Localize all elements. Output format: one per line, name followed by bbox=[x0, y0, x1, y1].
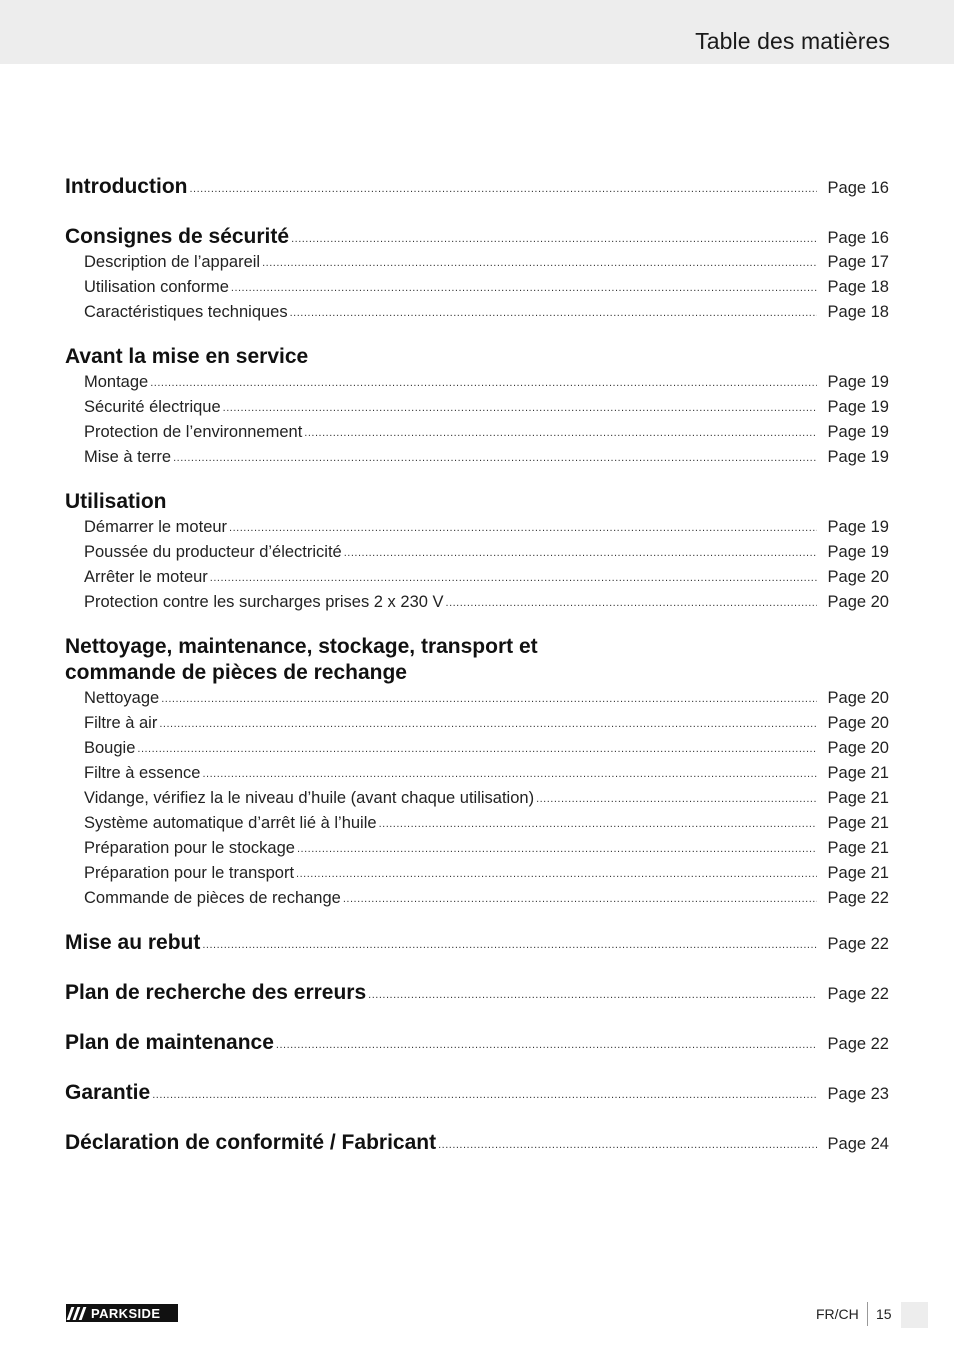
dot-leader bbox=[368, 982, 817, 1008]
dot-leader bbox=[379, 812, 817, 837]
toc-page-ref: Page 22 bbox=[827, 985, 889, 1003]
toc-item-label: Utilisation conforme bbox=[84, 278, 229, 296]
toc-heading-garantie[interactable] bbox=[65, 1080, 889, 1106]
page-title: Table des matières bbox=[695, 28, 890, 54]
toc-heading-line: Nettoyage, maintenance, stockage, transport et bbox=[65, 635, 538, 658]
toc-item[interactable] bbox=[65, 761, 889, 786]
toc-heading-maintenance[interactable] bbox=[65, 1030, 889, 1056]
toc-section-rebut bbox=[65, 930, 889, 956]
dot-leader bbox=[290, 301, 817, 326]
dot-leader bbox=[438, 1132, 817, 1158]
toc-heading-label: Garantie bbox=[65, 1081, 151, 1104]
dot-leader bbox=[223, 396, 817, 421]
dot-leader bbox=[159, 712, 817, 737]
toc-heading-introduction[interactable] bbox=[65, 174, 889, 200]
table-of-contents bbox=[65, 174, 889, 1180]
toc-heading-line: commande de pièces de rechange bbox=[65, 661, 407, 684]
dot-leader bbox=[189, 176, 817, 202]
dot-leader bbox=[343, 887, 817, 912]
toc-page-ref: Page 21 bbox=[827, 839, 889, 857]
toc-item[interactable] bbox=[65, 445, 889, 470]
toc-item[interactable] bbox=[65, 540, 889, 565]
toc-item[interactable] bbox=[65, 515, 889, 540]
toc-page-ref: Page 19 bbox=[827, 373, 889, 391]
toc-section-recherche bbox=[65, 980, 889, 1006]
dot-leader bbox=[291, 226, 817, 252]
toc-item-label: Démarrer le moteur bbox=[84, 518, 228, 536]
toc-item-label: Montage bbox=[84, 373, 149, 391]
dot-leader bbox=[152, 1082, 817, 1108]
toc-heading-label: Plan de maintenance bbox=[65, 1031, 274, 1054]
toc-heading-label: Utilisation bbox=[65, 490, 167, 513]
toc-page-ref: Page 21 bbox=[827, 864, 889, 882]
toc-page-ref: Page 16 bbox=[827, 229, 889, 247]
toc-page-ref: Page 19 bbox=[827, 543, 889, 561]
toc-item[interactable] bbox=[65, 250, 889, 275]
toc-item[interactable] bbox=[65, 300, 889, 325]
toc-page-ref: Page 20 bbox=[827, 689, 889, 707]
parkside-stripes-icon bbox=[66, 1304, 91, 1322]
brand-name: PARKSIDE bbox=[91, 1305, 161, 1321]
dot-leader bbox=[202, 932, 817, 958]
toc-heading-rebut[interactable] bbox=[65, 930, 889, 956]
toc-page-ref: Page 21 bbox=[827, 789, 889, 807]
toc-item-label: Arrêter le moteur bbox=[84, 568, 208, 586]
toc-page-ref: Page 21 bbox=[827, 814, 889, 832]
toc-item-label: Sécurité électrique bbox=[84, 398, 221, 416]
dot-leader bbox=[150, 371, 817, 396]
toc-section-introduction bbox=[65, 174, 889, 200]
toc-page-ref: Page 16 bbox=[827, 179, 889, 197]
toc-item[interactable] bbox=[65, 861, 889, 886]
dot-leader bbox=[276, 1032, 817, 1058]
toc-heading-label: Mise au rebut bbox=[65, 931, 201, 954]
toc-heading-label: Avant la mise en service bbox=[65, 345, 309, 368]
toc-item-label: Filtre à air bbox=[84, 714, 158, 732]
toc-page-ref: Page 24 bbox=[827, 1135, 889, 1153]
dot-leader bbox=[446, 591, 817, 616]
dot-leader bbox=[161, 687, 817, 712]
toc-item-label: Nettoyage bbox=[84, 689, 160, 707]
dot-leader bbox=[210, 566, 817, 591]
toc-page-ref: Page 20 bbox=[827, 593, 889, 611]
toc-item[interactable] bbox=[65, 370, 889, 395]
toc-heading-consignes[interactable] bbox=[65, 224, 889, 250]
toc-section-consignes bbox=[65, 224, 889, 325]
toc-page-ref: Page 19 bbox=[827, 423, 889, 441]
toc-item[interactable] bbox=[65, 686, 889, 711]
toc-section-maintenance bbox=[65, 1030, 889, 1056]
parkside-logo bbox=[66, 1304, 178, 1322]
toc-item-label: Préparation pour le transport bbox=[84, 864, 295, 882]
toc-heading-utilisation[interactable] bbox=[65, 489, 889, 515]
toc-item[interactable] bbox=[65, 590, 889, 615]
toc-section-nettoyage bbox=[65, 634, 889, 911]
dot-leader bbox=[536, 787, 817, 812]
toc-item[interactable] bbox=[65, 786, 889, 811]
toc-page-ref: Page 21 bbox=[827, 764, 889, 782]
dot-leader bbox=[344, 541, 817, 566]
dot-leader bbox=[296, 862, 817, 887]
toc-item[interactable] bbox=[65, 420, 889, 445]
toc-page-ref: Page 17 bbox=[827, 253, 889, 271]
toc-page-ref: Page 18 bbox=[827, 303, 889, 321]
toc-page-ref: Page 22 bbox=[827, 889, 889, 907]
toc-heading-label: Plan de recherche des erreurs bbox=[65, 981, 367, 1004]
toc-page-ref: Page 18 bbox=[827, 278, 889, 296]
toc-item-label: Poussée du producteur d’électricité bbox=[84, 543, 342, 561]
toc-page-ref: Page 19 bbox=[827, 518, 889, 536]
toc-item-label: Commande de pièces de rechange bbox=[84, 889, 341, 907]
toc-item-label: Description de l’appareil bbox=[84, 253, 261, 271]
dot-leader bbox=[229, 516, 817, 541]
toc-item-label: Bougie bbox=[84, 739, 136, 757]
footer-divider bbox=[867, 1302, 868, 1326]
toc-item[interactable] bbox=[65, 886, 889, 911]
toc-page-ref: Page 19 bbox=[827, 398, 889, 416]
toc-section-declaration bbox=[65, 1130, 889, 1156]
dot-leader bbox=[262, 251, 817, 276]
toc-heading-label: Consignes de sécurité bbox=[65, 225, 290, 248]
toc-page-ref: Page 19 bbox=[827, 448, 889, 466]
toc-section-garantie bbox=[65, 1080, 889, 1106]
toc-item[interactable] bbox=[65, 736, 889, 761]
toc-item-label: Mise à terre bbox=[84, 448, 172, 466]
toc-page-ref: Page 22 bbox=[827, 1035, 889, 1053]
toc-page-ref: Page 22 bbox=[827, 935, 889, 953]
toc-item[interactable] bbox=[65, 836, 889, 861]
toc-section-avant bbox=[65, 344, 889, 470]
toc-heading-label: Déclaration de conformité / Fabricant bbox=[65, 1131, 437, 1154]
dot-leader bbox=[304, 421, 817, 446]
toc-item[interactable] bbox=[65, 395, 889, 420]
page-number: 15 bbox=[876, 1306, 892, 1322]
dot-leader bbox=[297, 837, 817, 862]
language-code: FR/CH bbox=[816, 1306, 859, 1322]
toc-heading-label: Introduction bbox=[65, 175, 188, 198]
toc-item[interactable] bbox=[65, 565, 889, 590]
toc-item-label: Caractéristiques techniques bbox=[84, 303, 288, 321]
dot-leader bbox=[231, 276, 817, 301]
toc-page-ref: Page 20 bbox=[827, 568, 889, 586]
toc-item-label: Protection de l’environnement bbox=[84, 423, 303, 441]
toc-item-label: Filtre à essence bbox=[84, 764, 201, 782]
toc-section-utilisation bbox=[65, 489, 889, 615]
toc-heading-recherche[interactable] bbox=[65, 980, 889, 1006]
toc-item-label: Système automatique d’arrêt lié à l’huile bbox=[84, 814, 377, 832]
toc-heading-avant[interactable] bbox=[65, 344, 889, 370]
dot-leader bbox=[202, 762, 817, 787]
toc-item-label: Préparation pour le stockage bbox=[84, 839, 295, 857]
toc-heading-declaration[interactable] bbox=[65, 1130, 889, 1156]
footer-tab-box bbox=[901, 1302, 928, 1328]
toc-item[interactable] bbox=[65, 811, 889, 836]
toc-item[interactable] bbox=[65, 275, 889, 300]
toc-item-label: Protection contre les surcharges prises 2 x 230 V bbox=[84, 593, 444, 611]
toc-page-ref: Page 20 bbox=[827, 739, 889, 757]
toc-item[interactable] bbox=[65, 711, 889, 736]
toc-item-label: Vidange, vérifiez la le niveau d’huile (avant chaque utilisation) bbox=[84, 789, 535, 807]
toc-page-ref: Page 23 bbox=[827, 1085, 889, 1103]
dot-leader bbox=[137, 737, 817, 762]
toc-heading-nettoyage[interactable] bbox=[65, 634, 889, 686]
dot-leader bbox=[173, 446, 817, 471]
toc-page-ref: Page 20 bbox=[827, 714, 889, 732]
